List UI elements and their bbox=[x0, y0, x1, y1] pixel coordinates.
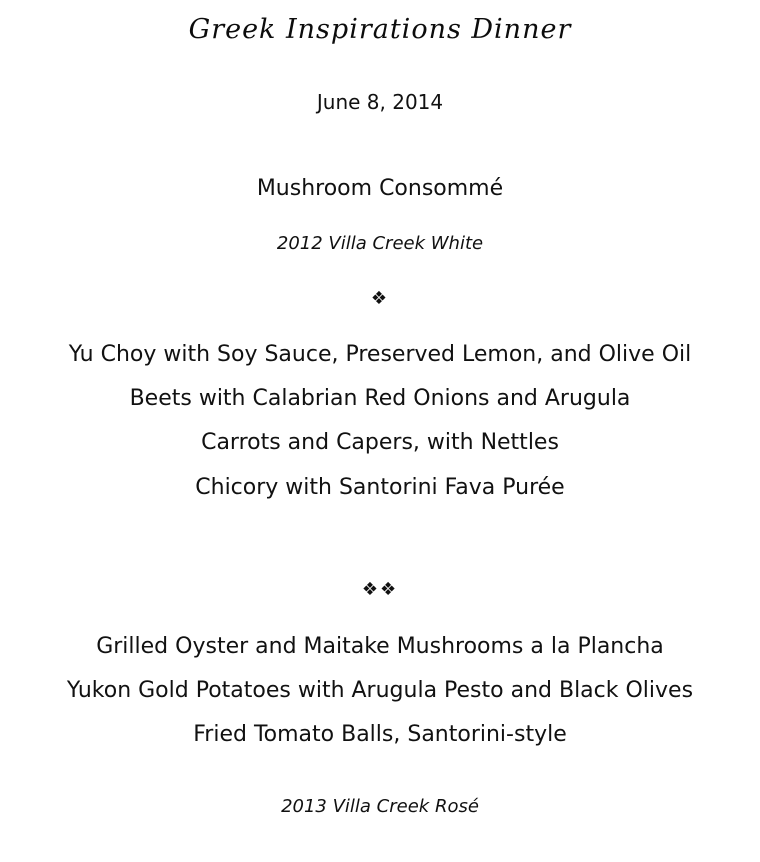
course-dish: Beets with Calabrian Red Onions and Arugula bbox=[129, 386, 631, 411]
course-dish: Grilled Oyster and Maitake Mushrooms a la Plancha bbox=[96, 634, 664, 659]
course-dish: Yu Choy with Soy Sauce, Preserved Lemon, and Olive Oil bbox=[68, 342, 692, 367]
section-divider-double: ❖❖ bbox=[361, 579, 399, 600]
wine-pairing: 2012 Villa Creek White bbox=[276, 233, 484, 254]
wine-pairing: 2013 Villa Creek Rosé bbox=[281, 796, 479, 817]
course-dish: Yukon Gold Potatoes with Arugula Pesto and Black Olives bbox=[66, 678, 694, 703]
course-dish: Fried Tomato Balls, Santorini-style bbox=[193, 722, 567, 747]
menu-date: June 8, 2014 bbox=[316, 90, 444, 114]
course-dish: Carrots and Capers, with Nettles bbox=[201, 430, 559, 455]
course-dish: Mushroom Consommé bbox=[256, 176, 504, 201]
menu-title: Greek Inspirations Dinner bbox=[188, 14, 572, 45]
section-divider-single: ❖ bbox=[370, 288, 390, 309]
course-dish: Chicory with Santorini Fava Purée bbox=[195, 475, 565, 500]
